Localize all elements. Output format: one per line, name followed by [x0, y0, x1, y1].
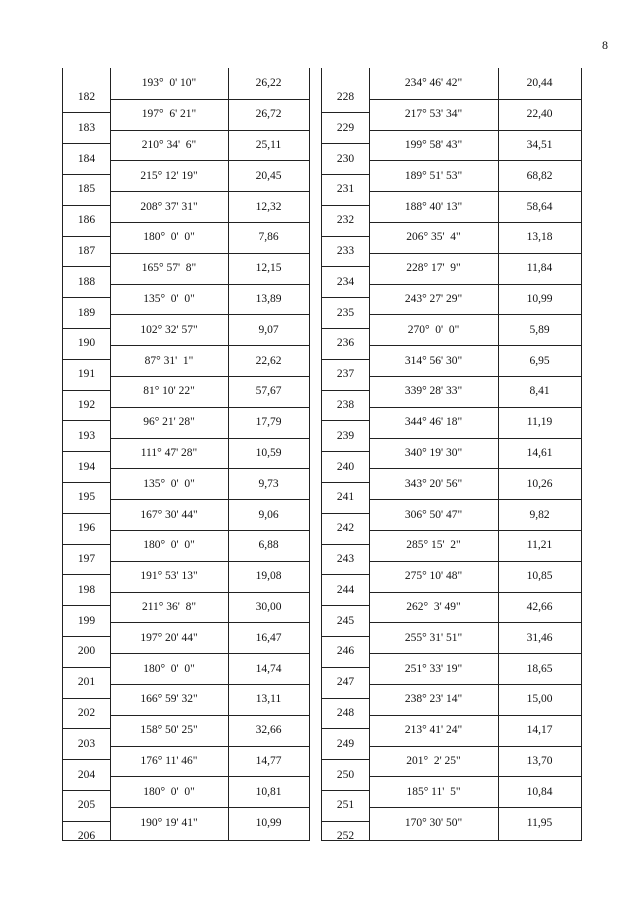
angle-value: 238° 23' 14" [404, 693, 463, 706]
row-divider [110, 191, 309, 192]
length-value: 34,51 [526, 139, 553, 151]
length-value: 7,86 [258, 231, 279, 244]
point-number: 239 [336, 429, 355, 442]
row-divider [369, 438, 581, 439]
row-divider [369, 468, 581, 469]
coordinates-table-left [62, 68, 310, 841]
angle-value: 180° 0' 0" [143, 539, 195, 552]
point-number: 199 [77, 614, 96, 627]
point-number: 183 [77, 121, 96, 134]
length-value: 10,99 [255, 816, 282, 829]
row-divider [322, 728, 369, 729]
angle-value: 165° 57' 8" [141, 262, 197, 275]
row-divider [322, 759, 369, 760]
length-value: 11,84 [526, 262, 553, 275]
row-divider [110, 468, 309, 469]
angle-value: 167° 30' 44" [140, 508, 198, 521]
point-number: 247 [336, 676, 355, 689]
row-divider [63, 205, 110, 206]
point-number: 189 [77, 306, 96, 319]
row-divider [369, 253, 581, 254]
row-divider [369, 776, 581, 777]
length-value: 6,95 [529, 354, 550, 367]
angle-value: 180° 0' 0" [143, 231, 195, 244]
point-number: 196 [77, 522, 96, 535]
row-divider [322, 698, 369, 699]
row-divider [110, 376, 309, 377]
point-number: 230 [336, 152, 355, 165]
length-value: 9,82 [529, 508, 550, 521]
angle-value: 166° 59' 32" [140, 693, 198, 706]
row-divider [63, 482, 110, 483]
row-divider [322, 359, 369, 360]
point-number: 245 [336, 614, 355, 627]
point-number: 194 [77, 460, 96, 473]
row-divider [322, 236, 369, 237]
length-value: 10,85 [526, 570, 553, 583]
length-value: 68,82 [526, 169, 553, 182]
row-divider [63, 359, 110, 360]
row-divider [322, 143, 369, 144]
row-divider [322, 605, 369, 606]
row-divider [369, 345, 581, 346]
length-value: 10,81 [255, 785, 282, 798]
row-divider [322, 821, 369, 822]
angle-value: 255° 31' 51" [404, 631, 463, 644]
length-value: 9,06 [258, 508, 279, 521]
point-number: 240 [336, 460, 355, 473]
row-divider [369, 191, 581, 192]
row-divider [63, 297, 110, 298]
length-value: 13,70 [526, 755, 553, 767]
row-divider [110, 314, 309, 315]
row-divider [63, 112, 110, 113]
point-number: 195 [77, 491, 96, 504]
row-divider [110, 130, 309, 131]
point-number: 182 [77, 90, 96, 103]
angle-value: 199° 58' 43" [404, 139, 463, 151]
row-divider [63, 143, 110, 144]
angle-value: 197° 20' 44" [140, 631, 198, 644]
row-divider [369, 314, 581, 315]
row-divider [369, 684, 581, 685]
point-number: 231 [336, 183, 355, 196]
row-divider [110, 407, 309, 408]
angle-value: 176° 11' 46" [140, 755, 198, 767]
point-number: 228 [336, 90, 355, 103]
row-divider [110, 592, 309, 593]
length-value: 31,46 [526, 631, 553, 644]
row-divider [63, 574, 110, 575]
point-number: 236 [336, 337, 355, 350]
row-divider [369, 715, 581, 716]
row-divider [322, 390, 369, 391]
length-value: 10,84 [526, 785, 553, 798]
angle-value: 210° 34' 6" [141, 139, 197, 151]
length-value: 57,67 [255, 385, 282, 398]
row-divider [322, 112, 369, 113]
angle-value: 185° 11' 5" [406, 785, 461, 798]
row-divider [369, 561, 581, 562]
point-number: 184 [77, 152, 96, 165]
length-value: 5,89 [529, 323, 550, 336]
length-value: 12,15 [255, 262, 282, 275]
angle-value: 111° 47' 28" [140, 447, 198, 459]
point-number: 190 [77, 337, 96, 350]
point-number: 202 [77, 706, 96, 719]
point-number: 250 [336, 768, 355, 781]
row-divider [322, 174, 369, 175]
angle-value: 213° 41' 24" [404, 724, 463, 737]
row-divider [63, 420, 110, 421]
length-value: 6,88 [258, 539, 279, 552]
angle-value: 211° 36' 8" [141, 601, 197, 613]
length-value: 15,00 [526, 693, 553, 706]
angle-value: 215° 12' 19" [140, 169, 198, 182]
point-number: 197 [77, 552, 96, 565]
length-value: 14,77 [255, 755, 282, 767]
point-number: 252 [336, 830, 355, 843]
length-value: 16,47 [255, 631, 282, 644]
row-divider [322, 328, 369, 329]
angle-value: 87° 31' 1" [144, 354, 194, 367]
row-divider [63, 174, 110, 175]
angle-value: 217° 53' 34" [404, 108, 463, 121]
point-number: 234 [336, 275, 355, 288]
angle-value: 189° 51' 53" [404, 169, 463, 182]
point-number: 186 [77, 214, 96, 227]
point-number: 203 [77, 737, 96, 750]
point-number: 191 [77, 368, 96, 381]
row-divider [369, 622, 581, 623]
length-value: 26,72 [255, 108, 282, 121]
point-number: 243 [336, 552, 355, 565]
row-divider [110, 653, 309, 654]
length-value: 9,07 [258, 323, 279, 336]
row-divider [110, 438, 309, 439]
point-number: 201 [77, 676, 96, 689]
angle-value: 262° 3' 49" [406, 601, 461, 613]
angle-value: 96° 21' 28" [143, 416, 195, 429]
row-divider [63, 790, 110, 791]
coordinates-table-right [321, 68, 582, 841]
row-divider [322, 420, 369, 421]
row-divider [369, 592, 581, 593]
length-value: 20,44 [526, 77, 553, 90]
row-divider [369, 376, 581, 377]
point-number: 237 [336, 368, 355, 381]
angle-value: 344° 46' 18" [404, 416, 463, 429]
row-divider [110, 807, 309, 808]
row-divider [369, 530, 581, 531]
length-value: 20,45 [255, 169, 282, 182]
row-divider [369, 653, 581, 654]
angle-value: 158° 50' 25" [140, 724, 198, 737]
row-divider [322, 667, 369, 668]
point-number: 235 [336, 306, 355, 319]
angle-value: 135° 0' 0" [143, 477, 195, 490]
row-divider [369, 130, 581, 131]
length-value: 14,17 [526, 724, 553, 737]
angle-value: 285° 15' 2" [406, 539, 461, 552]
angle-value: 228° 17' 9" [406, 262, 461, 275]
row-divider [110, 499, 309, 500]
row-divider [110, 530, 309, 531]
angle-value: 234° 46' 42" [404, 77, 463, 90]
row-divider [110, 99, 309, 100]
angle-value: 306° 50' 47" [404, 508, 463, 521]
point-number: 206 [77, 830, 96, 843]
point-number: 238 [336, 398, 355, 411]
row-divider [322, 266, 369, 267]
row-divider [369, 407, 581, 408]
row-divider [110, 222, 309, 223]
row-divider [63, 513, 110, 514]
length-value: 14,74 [255, 662, 282, 675]
angle-value: 270° 0' 0" [407, 323, 460, 336]
length-value: 10,59 [255, 447, 282, 459]
row-divider [63, 821, 110, 822]
point-number: 185 [77, 183, 96, 196]
row-divider [110, 253, 309, 254]
row-divider [322, 790, 369, 791]
row-divider [110, 160, 309, 161]
length-value: 11,19 [526, 416, 553, 429]
row-divider [322, 451, 369, 452]
length-value: 8,41 [529, 385, 550, 398]
page-number: 8 [602, 38, 608, 52]
row-divider [322, 205, 369, 206]
row-divider [110, 715, 309, 716]
point-number: 187 [77, 244, 96, 257]
point-number: 232 [336, 214, 355, 227]
length-value: 58,64 [526, 200, 553, 213]
row-divider [369, 807, 581, 808]
length-value: 17,79 [255, 416, 282, 429]
point-number: 205 [77, 799, 96, 812]
angle-value: 208° 37' 31" [140, 200, 198, 213]
length-value: 30,00 [255, 601, 282, 613]
angle-value: 197° 6' 21" [141, 108, 197, 121]
point-number: 241 [336, 491, 355, 504]
point-number: 198 [77, 583, 96, 596]
angle-value: 275° 10' 48" [404, 570, 463, 583]
row-divider [322, 513, 369, 514]
angle-value: 190° 19' 41" [140, 816, 198, 829]
angle-value: 339° 28' 33" [404, 385, 463, 398]
row-divider [63, 266, 110, 267]
point-number: 233 [336, 244, 355, 257]
length-value: 14,61 [526, 447, 553, 459]
row-divider [110, 622, 309, 623]
row-divider [63, 236, 110, 237]
angle-value: 314° 56' 30" [404, 354, 463, 367]
length-value: 13,11 [255, 693, 282, 706]
angle-value: 191° 53' 13" [140, 570, 198, 583]
row-divider [110, 284, 309, 285]
row-divider [369, 284, 581, 285]
row-divider [369, 746, 581, 747]
angle-value: 251° 33' 19" [404, 662, 463, 675]
row-divider [110, 776, 309, 777]
point-number: 193 [77, 429, 96, 442]
row-divider [63, 451, 110, 452]
angle-value: 188° 40' 13" [404, 200, 463, 213]
row-divider [110, 684, 309, 685]
point-number: 244 [336, 583, 355, 596]
point-number: 204 [77, 768, 96, 781]
row-divider [322, 544, 369, 545]
angle-value: 243° 27' 29" [404, 293, 463, 305]
angle-value: 102° 32' 57" [140, 323, 198, 336]
row-divider [322, 636, 369, 637]
row-divider [369, 499, 581, 500]
point-number: 246 [336, 645, 355, 658]
length-value: 25,11 [255, 139, 282, 151]
row-divider [63, 759, 110, 760]
row-divider [322, 482, 369, 483]
length-value: 22,40 [526, 108, 553, 121]
length-value: 13,18 [526, 231, 553, 244]
length-value: 26,22 [255, 77, 282, 90]
row-divider [63, 328, 110, 329]
row-divider [110, 746, 309, 747]
point-number: 242 [336, 522, 355, 535]
angle-value: 170° 30' 50" [404, 816, 463, 829]
point-number: 188 [77, 275, 96, 288]
length-value: 19,08 [255, 570, 282, 583]
point-number: 248 [336, 706, 355, 719]
row-divider [369, 222, 581, 223]
row-divider [63, 636, 110, 637]
angle-value: 343° 20' 56" [404, 477, 463, 490]
row-divider [322, 297, 369, 298]
angle-value: 180° 0' 0" [143, 662, 195, 675]
length-value: 11,21 [526, 539, 553, 552]
row-divider [369, 99, 581, 100]
length-value: 18,65 [526, 662, 553, 675]
row-divider [110, 561, 309, 562]
angle-value: 206° 35' 4" [406, 231, 461, 244]
point-number: 229 [336, 121, 355, 134]
row-divider [63, 544, 110, 545]
length-value: 11,95 [526, 816, 553, 829]
length-value: 10,26 [526, 477, 553, 490]
row-divider [369, 160, 581, 161]
length-value: 22,62 [255, 354, 282, 367]
row-divider [63, 667, 110, 668]
row-divider [110, 345, 309, 346]
row-divider [63, 698, 110, 699]
point-number: 249 [336, 737, 355, 750]
angle-value: 193° 0' 10" [141, 77, 197, 90]
angle-value: 201° 2' 25" [406, 755, 461, 767]
angle-value: 180° 0' 0" [143, 785, 195, 798]
length-value: 32,66 [255, 724, 282, 737]
angle-value: 81° 10' 22" [143, 385, 195, 398]
point-number: 200 [77, 645, 96, 658]
point-number: 192 [77, 398, 96, 411]
length-value: 12,32 [255, 200, 282, 213]
length-value: 10,99 [526, 293, 553, 305]
angle-value: 135° 0' 0" [143, 293, 195, 305]
length-value: 13,89 [255, 293, 282, 305]
row-divider [63, 390, 110, 391]
angle-value: 340° 19' 30" [404, 447, 463, 459]
point-number: 251 [336, 799, 355, 812]
row-divider [63, 728, 110, 729]
length-value: 9,73 [258, 477, 279, 490]
length-value: 42,66 [526, 601, 553, 613]
row-divider [322, 574, 369, 575]
row-divider [63, 605, 110, 606]
